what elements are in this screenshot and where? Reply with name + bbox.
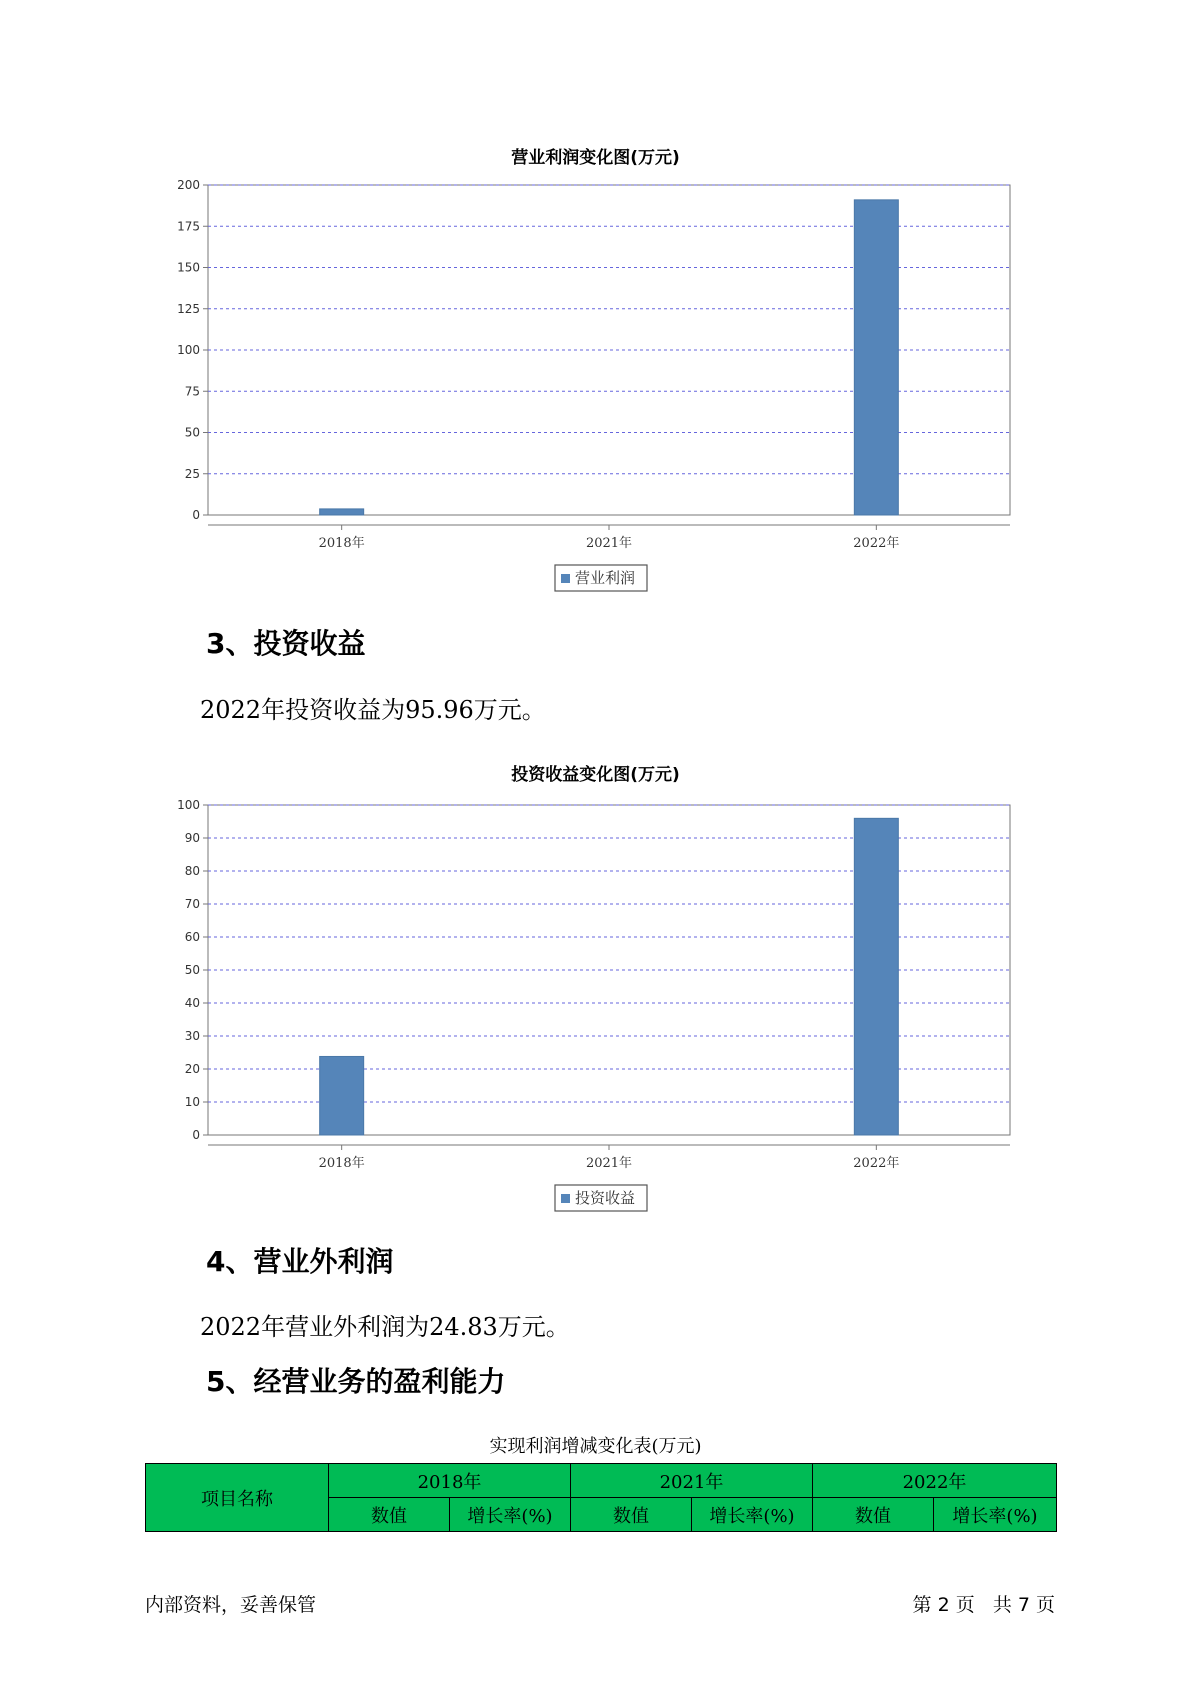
y-tick-label: 0 xyxy=(192,508,200,522)
table-title: 实现利润增减变化表(万元) xyxy=(489,1436,702,1457)
y-tick-label: 30 xyxy=(184,1029,200,1043)
legend-swatch xyxy=(561,1194,570,1203)
y-tick-label: 150 xyxy=(177,260,200,275)
y-tick-label: 100 xyxy=(177,798,200,812)
legend-swatch xyxy=(561,574,570,583)
legend-label: 投资收益 xyxy=(575,1189,636,1207)
y-tick-label: 25 xyxy=(184,466,200,481)
subheader-growth-rate: 增长率(%) xyxy=(934,1498,1057,1532)
y-tick-label: 200 xyxy=(177,178,200,192)
x-tick-label: 2021年 xyxy=(585,536,633,551)
header-year-2021: 2021年 xyxy=(571,1464,813,1498)
header-item-name: 项目名称 xyxy=(146,1464,329,1532)
operating-profit-chart xyxy=(0,170,1191,590)
subheader-value: 数值 xyxy=(813,1498,934,1532)
x-tick-label: 2022年 xyxy=(853,1156,900,1171)
y-tick-label: 75 xyxy=(184,384,200,399)
section-3-text: 2022年投资收益为95.96万元。 xyxy=(200,696,546,724)
y-tick-label: 80 xyxy=(184,864,200,878)
chart-legend xyxy=(555,565,647,591)
y-tick-label: 175 xyxy=(177,219,200,234)
subheader-value: 数值 xyxy=(571,1498,692,1532)
bar xyxy=(320,509,364,515)
x-tick-label: 2022年 xyxy=(853,536,900,551)
y-tick-label: 50 xyxy=(184,425,200,440)
y-tick-label: 50 xyxy=(184,963,200,977)
chart-title-operating-profit: 营业利润变化图(万元) xyxy=(511,148,680,168)
legend-label: 营业利润 xyxy=(575,569,636,587)
header-year-2022: 2022年 xyxy=(813,1464,1057,1498)
section-5-heading: 5、经营业务的盈利能力 xyxy=(206,1365,506,1398)
investment-income-chart xyxy=(0,790,1191,1210)
chart-legend xyxy=(555,1185,647,1211)
y-tick-label: 125 xyxy=(177,301,200,316)
y-tick-label: 70 xyxy=(184,897,200,911)
y-tick-label: 90 xyxy=(184,831,200,845)
bar xyxy=(854,200,898,515)
profit-change-table xyxy=(145,1463,1057,1532)
section-4-text: 2022年营业外利润为24.83万元。 xyxy=(200,1313,570,1341)
x-tick-label: 2021年 xyxy=(585,1156,633,1171)
y-tick-label: 60 xyxy=(184,930,200,944)
footer-page-number: 第 2 页 共 7 页 xyxy=(912,1594,1055,1616)
y-tick-label: 10 xyxy=(184,1095,200,1109)
footer-confidential-note: 内部资料，妥善保管 xyxy=(145,1594,317,1616)
subheader-growth-rate: 增长率(%) xyxy=(692,1498,813,1532)
y-tick-label: 0 xyxy=(192,1128,200,1142)
x-tick-label: 2018年 xyxy=(318,1156,365,1171)
subheader-growth-rate: 增长率(%) xyxy=(450,1498,571,1532)
section-4-heading: 4、营业外利润 xyxy=(206,1245,394,1278)
y-tick-label: 100 xyxy=(177,343,200,357)
y-tick-label: 20 xyxy=(184,1062,200,1076)
bar xyxy=(320,1056,364,1135)
header-year-2018: 2018年 xyxy=(329,1464,571,1498)
x-tick-label: 2018年 xyxy=(318,536,365,551)
bar xyxy=(854,818,898,1135)
y-tick-label: 40 xyxy=(184,996,200,1010)
section-3-heading: 3、投资收益 xyxy=(206,627,366,660)
chart-title-investment-income: 投资收益变化图(万元) xyxy=(511,765,680,785)
subheader-value: 数值 xyxy=(329,1498,450,1532)
